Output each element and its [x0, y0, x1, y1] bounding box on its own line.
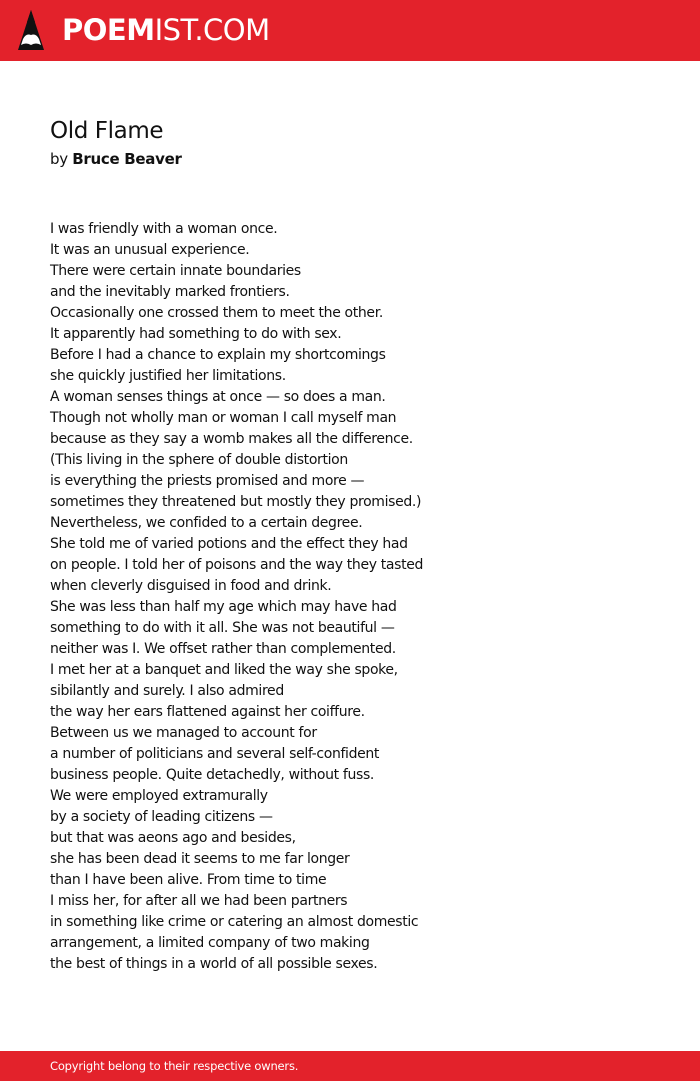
copyright-notice: Copyright belong to their respective owners. — [50, 1059, 299, 1073]
poem-line: It apparently had something to do with sex. — [50, 326, 342, 342]
poem-line: but that was aeons ago and besides, — [50, 830, 296, 846]
poem-line: she quickly justified her limitations. — [50, 368, 286, 384]
poem-line: There were certain innate boundaries — [50, 263, 301, 279]
poem-line: I was friendly with a woman once. — [50, 221, 278, 237]
poem-line: She was less than half my age which may have had — [50, 599, 397, 615]
poem-line: Though not wholly man or woman I call myself man — [50, 410, 397, 426]
poem-line: sibilantly and surely. I also admired — [50, 683, 284, 699]
poem-line: business people. Quite detachedly, without fuss. — [50, 767, 374, 783]
poem-line: when cleverly disguised in food and drink. — [50, 578, 332, 594]
poem-line: the best of things in a world of all possible sexes. — [50, 956, 378, 972]
poem-byline — [50, 148, 182, 170]
poem-line: she has been dead it seems to me far longer — [50, 851, 350, 867]
poem-line: I miss her, for after all we had been partners — [50, 893, 348, 909]
poem-line: I met her at a banquet and liked the way she spoke, — [50, 662, 398, 678]
poem-line: sometimes they threatened but mostly they promised.) — [50, 494, 422, 510]
poem-line: and the inevitably marked frontiers. — [50, 284, 290, 300]
poem-line: Before I had a chance to explain my shortcomings — [50, 347, 386, 363]
site-header — [0, 0, 700, 61]
poem-line: We were employed extramurally — [50, 788, 268, 804]
poem-line: something to do with it all. She was not beautiful — — [50, 620, 395, 636]
poem-line: neither was I. We offset rather than complemented. — [50, 641, 396, 657]
poem-line: than I have been alive. From time to time — [50, 872, 327, 888]
poem-line: in something like crime or catering an almost domestic — [50, 914, 419, 930]
poem-title: Old Flame — [50, 118, 164, 144]
poem-line: is everything the priests promised and more — — [50, 473, 365, 489]
logo-bold-text: POEM — [62, 13, 155, 47]
poem-line: on people. I told her of poisons and the way they tasted — [50, 557, 424, 573]
poem-line: the way her ears flattened against her coiffure. — [50, 704, 365, 720]
site-footer — [0, 1051, 700, 1081]
poem-line: (This living in the sphere of double distortion — [50, 452, 348, 468]
logo-light-text: IST.COM — [154, 13, 270, 47]
poem-line: It was an unusual experience. — [50, 242, 250, 258]
author-name[interactable]: Bruce Beaver — [72, 150, 182, 168]
poem-line: Nevertheless, we confided to a certain degree. — [50, 515, 363, 531]
poem-line: a number of politicians and several self-confident — [50, 746, 380, 762]
poem-line: She told me of varied potions and the effect they had — [50, 536, 408, 552]
poem-line: Between us we managed to account for — [50, 725, 317, 741]
byline-prefix: by — [50, 150, 68, 168]
poem-line: by a society of leading citizens — — [50, 809, 273, 825]
poem-body — [50, 219, 650, 975]
poem-line: Occasionally one crossed them to meet the other. — [50, 305, 383, 321]
poem-line: A woman senses things at once — so does a man. — [50, 389, 386, 405]
site-logo[interactable] — [62, 12, 270, 48]
pencil-icon[interactable] — [16, 9, 46, 52]
poem-line: arrangement, a limited company of two making — [50, 935, 370, 951]
poem-line: because as they say a womb makes all the difference. — [50, 431, 413, 447]
